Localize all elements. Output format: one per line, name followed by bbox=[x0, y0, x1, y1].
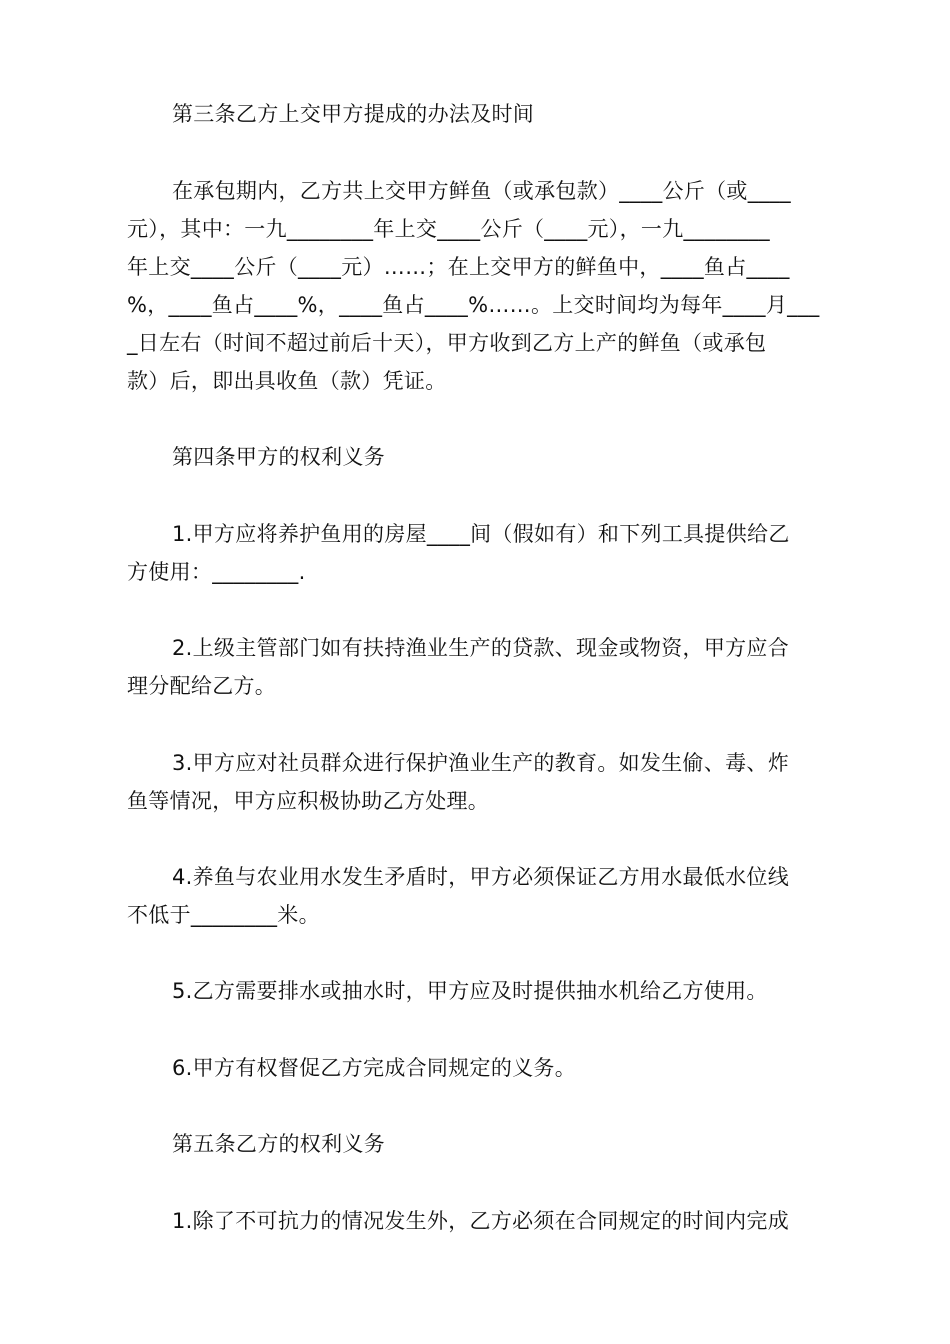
item-line: 5.乙方需要排水或抽水时，甲方应及时提供抽水机给乙方使用。 bbox=[172, 979, 768, 1003]
article-3-heading: 第三条乙方上交甲方提成的办法及时间 bbox=[172, 102, 535, 126]
article-4-heading: 第四条甲方的权利义务 bbox=[172, 445, 385, 469]
body-line: 元），其中：一九________年上交____公斤（____元），一九________ bbox=[127, 217, 770, 241]
body-line: _日左右（时间不超过前后十天），甲方收到乙方上产的鲜鱼（或承包 bbox=[127, 331, 767, 355]
item-line: 方使用：________. bbox=[127, 560, 306, 584]
article-4-item-5 bbox=[127, 972, 822, 1010]
item-line: 4.养鱼与农业用水发生矛盾时，甲方必须保证乙方用水最低水位线 bbox=[172, 865, 790, 889]
item-line: 3.甲方应对社员群众进行保护渔业生产的教育。如发生偷、毒、炸 bbox=[172, 751, 790, 775]
item-line: 理分配给乙方。 bbox=[127, 674, 277, 698]
item-line: 1.甲方应将养护鱼用的房屋____间（假如有）和下列工具提供给乙 bbox=[172, 522, 790, 546]
item-line: 2.上级主管部门如有扶持渔业生产的贷款、现金或物资，甲方应合 bbox=[172, 636, 790, 660]
body-line: 在承包期内，乙方共上交甲方鲜鱼（或承包款）____公斤（或____ bbox=[172, 179, 791, 203]
item-line: 不低于________米。 bbox=[127, 903, 320, 927]
body-line: 款）后，即出具收鱼（款）凭证。 bbox=[127, 369, 447, 393]
article-4-item-1 bbox=[127, 515, 822, 591]
article-4-item-3 bbox=[127, 744, 822, 820]
body-line: 年上交____公斤（____元）……；在上交甲方的鲜鱼中，____鱼占____ bbox=[127, 255, 790, 279]
article-5-heading: 第五条乙方的权利义务 bbox=[172, 1132, 385, 1156]
item-line: 6.甲方有权督促乙方完成合同规定的义务。 bbox=[172, 1056, 577, 1080]
item-line: 鱼等情况，甲方应积极协助乙方处理。 bbox=[127, 789, 490, 813]
body-line: %，____鱼占____%，____鱼占____%……。上交时间均为每年____月___ bbox=[127, 293, 820, 317]
article-4-item-4 bbox=[127, 858, 822, 934]
article-3-body bbox=[127, 172, 822, 400]
article-5-item-1 bbox=[127, 1202, 822, 1240]
article-4-item-2 bbox=[127, 629, 822, 705]
article-4-item-6 bbox=[127, 1049, 822, 1087]
item-line: 1.除了不可抗力的情况发生外，乙方必须在合同规定的时间内完成 bbox=[172, 1209, 790, 1233]
